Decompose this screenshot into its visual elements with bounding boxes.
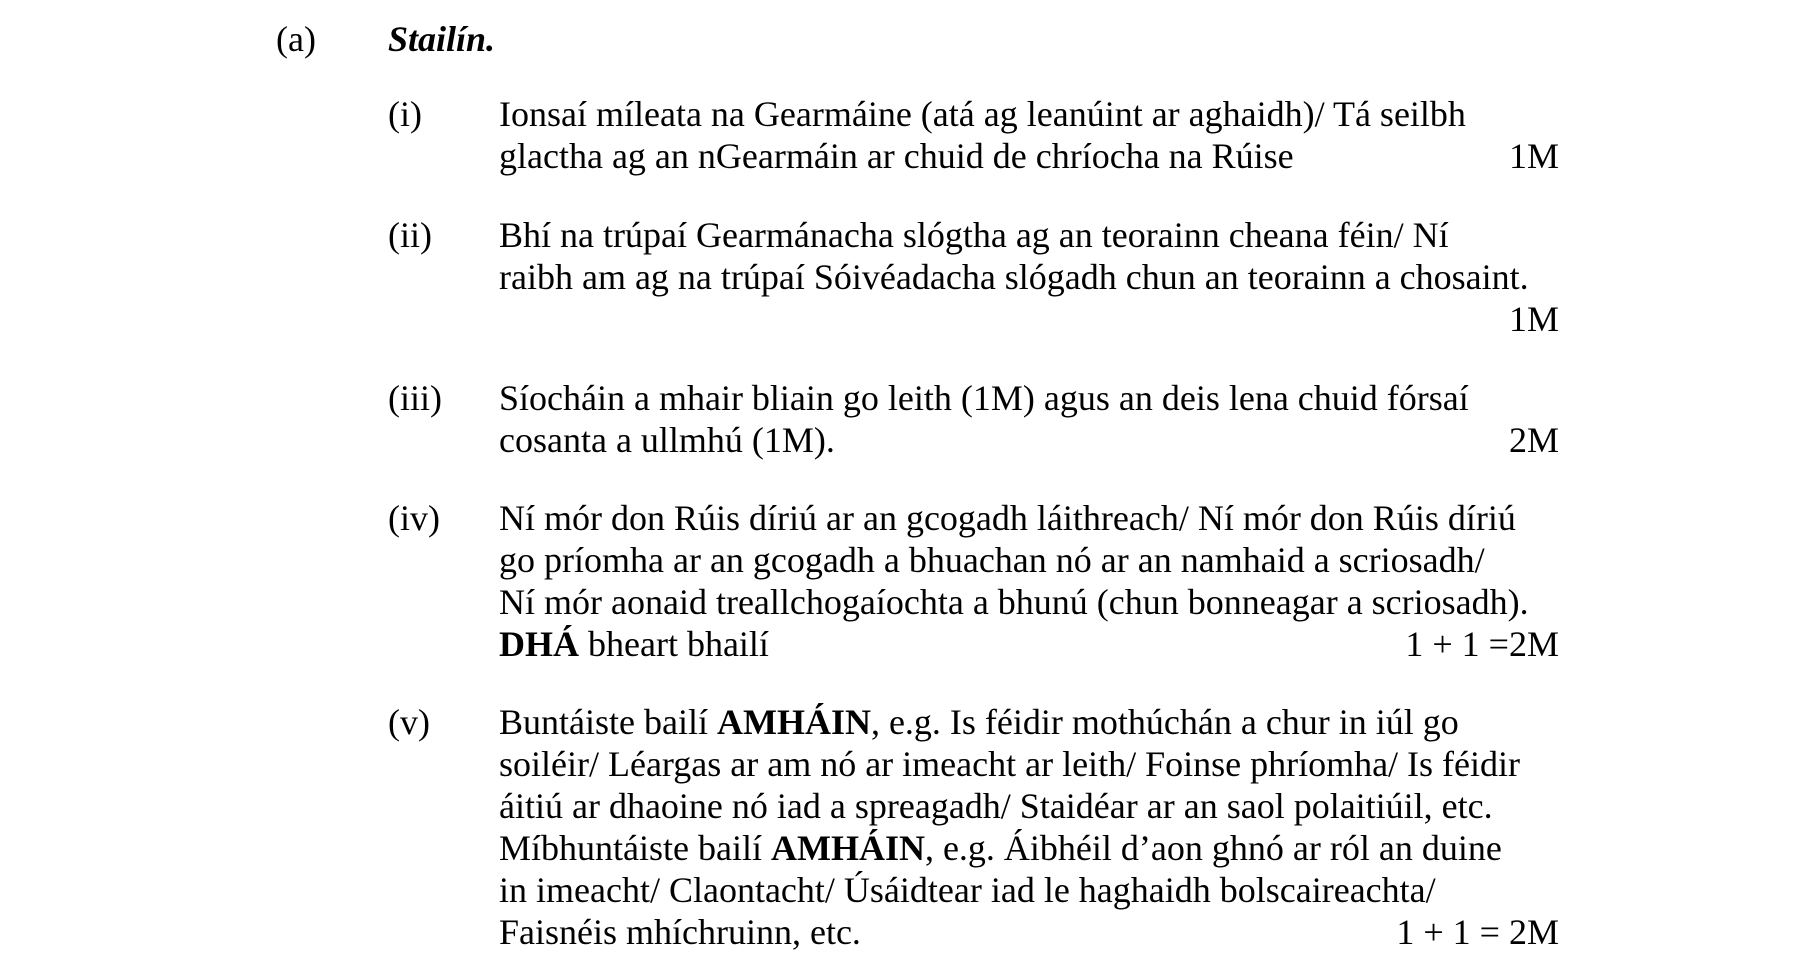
answer-line-with-mark [499, 623, 1559, 665]
answer-line: raibh am ag na trúpaí Sóivéadacha slógadh chun an teorainn a chosaint. [499, 257, 1529, 297]
answer-line-text: , e.g. Áibhéil d’aon ghnó ar ról an duine [924, 828, 1502, 868]
question-number: (ii) [388, 215, 432, 255]
answer-line-with-mark [499, 911, 1559, 953]
answer-line: in imeacht/ Claontacht/ Úsáidtear iad le haghaidh bolscaireachta/ [499, 870, 1436, 910]
answer-line: Ní mór aonaid treallchogaíochta a bhunú (chun bonneagar a scriosadh). [499, 582, 1529, 622]
answer-line: Ní mór don Rúis díriú ar an gcogadh láithreach/ Ní mór don Rúis díriú [499, 498, 1516, 538]
mark-allocation: 2M [1508, 420, 1559, 460]
answer-line [499, 827, 1559, 869]
answer-text [499, 377, 1559, 461]
answer-line-text: bheart bhailí [579, 624, 769, 664]
answer-line-text: Faisnéis mhíchruinn, etc. [499, 912, 861, 952]
answer-line: Bhí na trúpaí Gearmánacha slógtha ag an teorainn cheana féin/ Ní [499, 215, 1449, 255]
emphasis-text: DHÁ [499, 624, 579, 664]
question-number: (v) [388, 702, 430, 742]
answer-line: go príomha ar an gcogadh a bhuachan nó ar an namhaid a scriosadh/ [499, 540, 1485, 580]
mark-allocation: 1 + 1 = 2M [1396, 912, 1559, 952]
question-number: (iv) [388, 498, 440, 538]
answer-text [499, 701, 1559, 953]
answer-text [499, 93, 1559, 177]
answer-line: soiléir/ Léargas ar am nó ar imeacht ar leith/ Foinse phríomha/ Is féidir [499, 744, 1521, 784]
section-title: Stailín. [388, 19, 496, 59]
answer-line-with-mark [499, 419, 1559, 461]
answer-line-with-mark [499, 135, 1559, 177]
question-number: (iii) [388, 378, 442, 418]
answer-line-text: , e.g. Is féidir mothúchán a chur in iúl go [870, 702, 1459, 742]
mark-line [499, 298, 1559, 340]
answer-text [499, 214, 1559, 340]
mark-allocation: 1M [1508, 136, 1559, 176]
mark-allocation: 1 + 1 =2M [1405, 624, 1559, 664]
answer-line: Ionsaí míleata na Gearmáine (atá ag leanúint ar aghaidh)/ Tá seilbh [499, 94, 1466, 134]
answer-line-text: glactha ag an nGearmáin ar chuid de chríocha na Rúise [499, 136, 1294, 176]
answer-line-text: cosanta a ullmhú (1M). [499, 420, 835, 460]
answer-line [499, 701, 1559, 743]
answer-line: áitiú ar dhaoine nó iad a spreagadh/ Staidéar ar an saol polaitiúil, etc. [499, 786, 1493, 826]
mark-allocation: 1M [1508, 299, 1559, 339]
emphasis-text: AMHÁIN [716, 702, 871, 742]
emphasis-text: AMHÁIN [770, 828, 925, 868]
answer-line: Síocháin a mhair bliain go leith (1M) agus an deis lena chuid fórsaí [499, 378, 1469, 418]
answer-text [499, 497, 1559, 665]
section-label: (a) [276, 19, 316, 59]
question-number: (i) [388, 94, 422, 134]
answer-line-text: Buntáiste bailí [499, 702, 717, 742]
answer-line-text: Míbhuntáiste bailí [499, 828, 771, 868]
